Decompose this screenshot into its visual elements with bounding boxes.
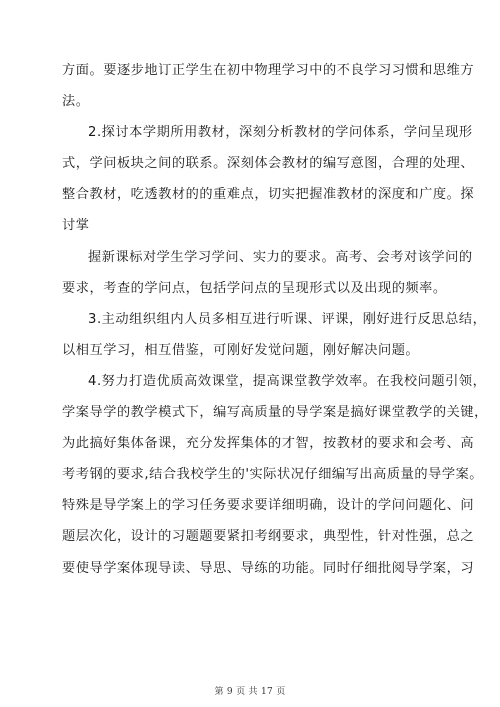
text-line: 题层次化，设计的习题题要紧扣考纲要求，典型性，针对性强，总之 (62, 529, 475, 545)
text-line: 以相互学习，相互借鉴，可刚好发觉问题，刚好解决问题。 (62, 342, 420, 358)
text-line: 为此搞好集体备课，充分发挥集体的才智，按教材的要求和会考、高 (62, 436, 475, 452)
document-body (62, 62, 488, 591)
text-line: 考考钢的要求,结合我校学生的'实际状况仔细编写出高质量的导学案。 (62, 467, 484, 483)
text-line: 学案导学的教学模式下，编写高质量的导学案是搞好课堂教学的关键， (62, 405, 488, 421)
text-line: 要使导学案体现导读、导思、导练的功能。同时仔细批阅导学案，习 (62, 560, 475, 576)
text-line: 讨掌 (62, 218, 90, 234)
text-line: 法。 (62, 94, 90, 110)
text-line: 3.主动组织组内人员多相互进行听课、评课，刚好进行反思总结， (88, 311, 487, 327)
text-line: 要求，考查的学问点，包括学问点的呈现形式以及出现的频率。 (62, 280, 447, 296)
text-line: 4.努力打造优质高效课堂，提高课堂教学效率。在我校问题引领， (88, 373, 487, 389)
text-line: 2.探讨本学期所用教材，深刻分析教材的学问体系，学问呈现形 (88, 125, 473, 141)
text-line: 方面。要逐步地订正学生在初中物理学习中的不良学习习惯和思维方 (62, 63, 475, 78)
text-line: 整合教材，吃透教材的的重难点，切实把握准教材的深度和广度。探 (62, 187, 475, 203)
text-line: 式，学问板块之间的联系。深刻体会教材的编写意图，合理的处理、 (62, 156, 475, 172)
page-footer: 第 9 页 共 17 页 (214, 687, 286, 697)
text-line: 特殊是导学案上的学习任务要求要详细明确，设计的学问问题化、问 (62, 498, 475, 514)
text-line: 握新课标对学生学习学问、实力的要求。高考、会考对该学问的 (88, 249, 473, 265)
